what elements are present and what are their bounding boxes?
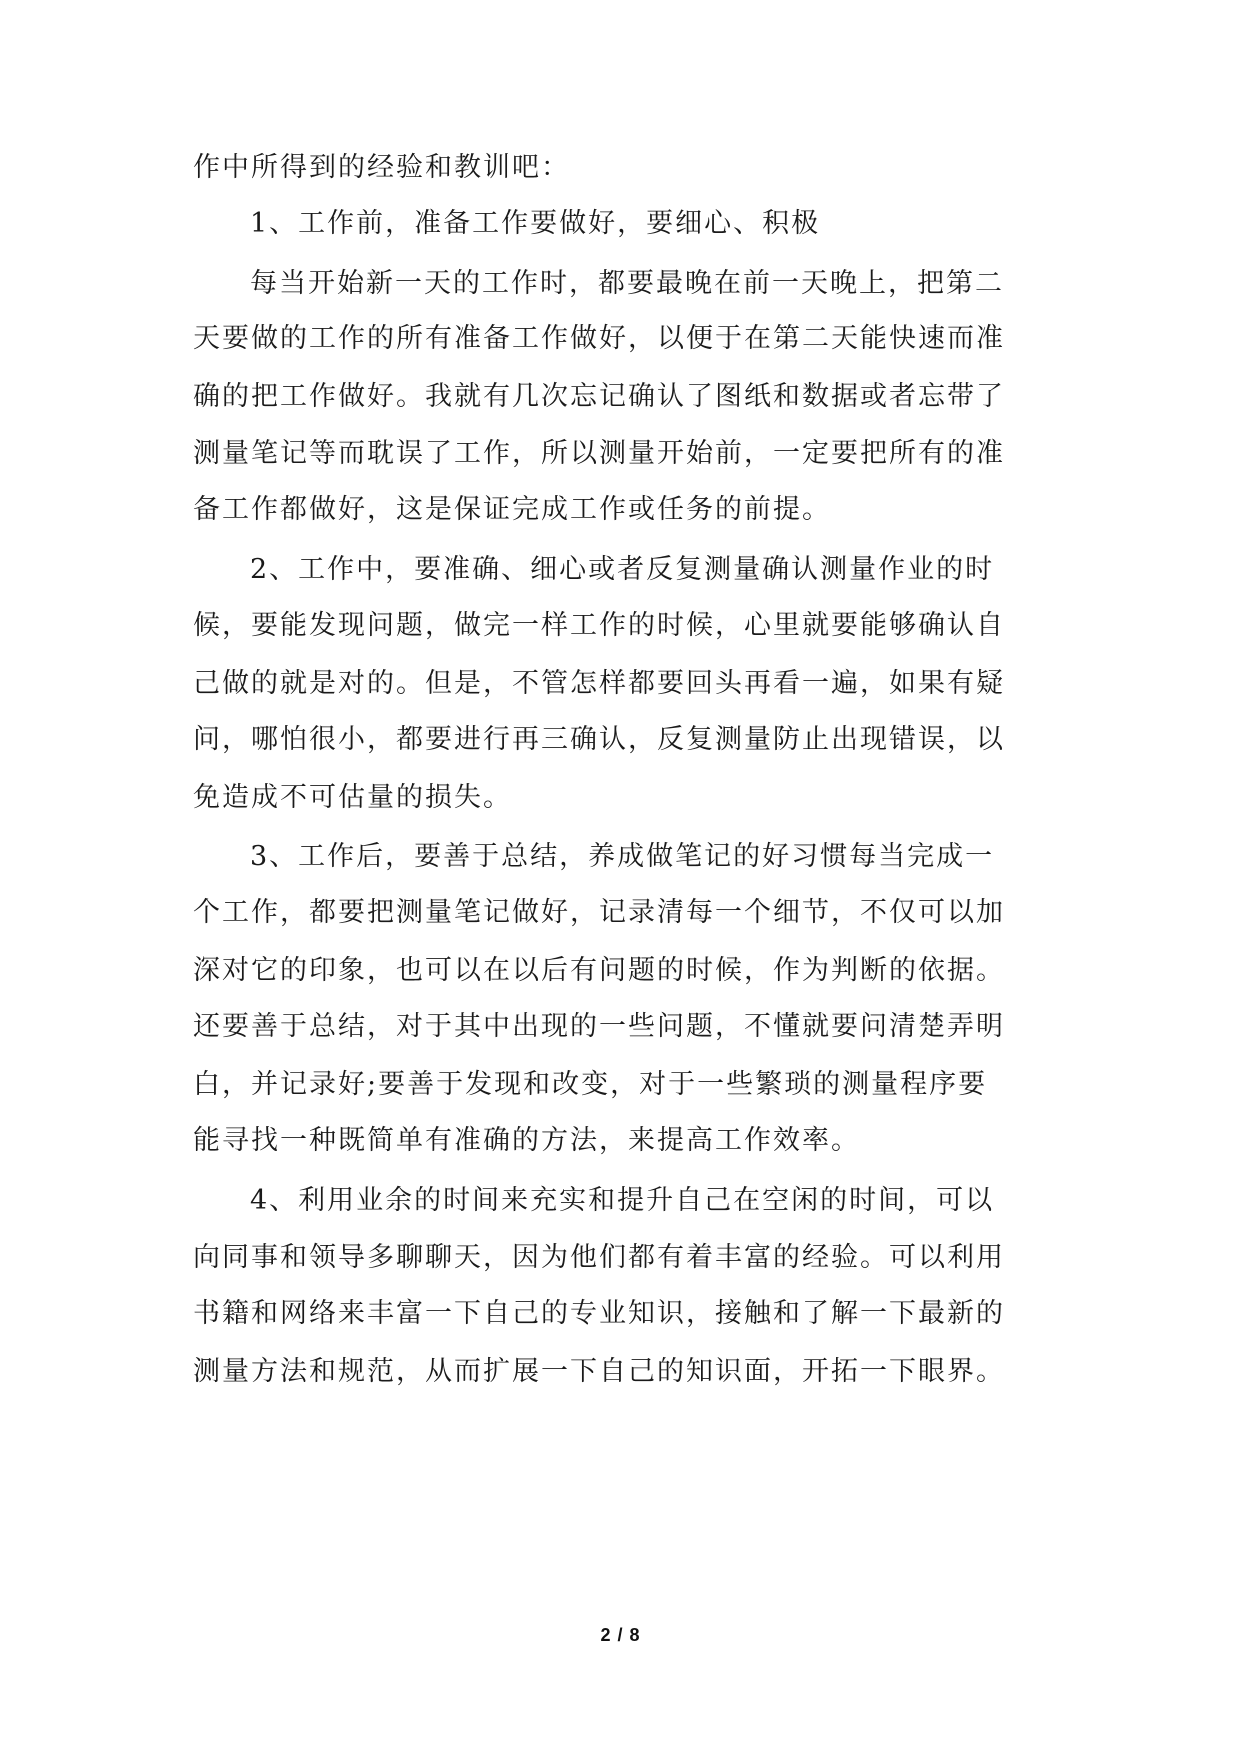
text-line: 个工作，都要把测量笔记做好，记录清每一个细节，不仅可以加 [193, 897, 1005, 928]
text-line: 能寻找一种既简单有准确的方法，来提高工作效率。 [193, 1125, 860, 1156]
paragraph-first-line: 3、工作后，要善于总结，养成做笔记的好习惯每当完成一 [250, 841, 995, 872]
text-line: 免造成不可估量的损失。 [193, 782, 512, 813]
paragraph-first-line: 4、利用业余的时间来充实和提升自己在空闲的时间，可以 [250, 1185, 995, 1216]
text-line: 问，哪怕很小，都要进行再三确认，反复测量防止出现错误，以 [193, 724, 1005, 755]
text-line: 候，要能发现问题，做完一样工作的时候，心里就要能够确认自 [193, 610, 1005, 641]
text-line: 确的把工作做好。我就有几次忘记确认了图纸和数据或者忘带了 [193, 381, 1005, 412]
paragraph-first-line: 2、工作中，要准确、细心或者反复测量确认测量作业的时 [250, 554, 995, 585]
text-line: 作中所得到的经验和教训吧： [193, 152, 570, 183]
text-line: 己做的就是对的。但是，不管怎样都要回头再看一遍，如果有疑 [193, 668, 1005, 699]
text-line: 天要做的工作的所有准备工作做好，以便于在第二天能快速而准 [193, 323, 1005, 354]
page-number: 2 / 8 [600, 1625, 641, 1645]
text-line: 测量笔记等而耽误了工作，所以测量开始前，一定要把所有的准 [193, 438, 1005, 469]
text-line: 书籍和网络来丰富一下自己的专业知识，接触和了解一下最新的 [193, 1298, 1005, 1329]
text-line: 向同事和领导多聊聊天，因为他们都有着丰富的经验。可以利用 [193, 1242, 1005, 1273]
text-line: 测量方法和规范，从而扩展一下自己的知识面，开拓一下眼界。 [193, 1356, 1005, 1387]
text-line: 深对它的印象，也可以在以后有问题的时候，作为判断的依据。 [193, 955, 1005, 986]
text-line: 备工作都做好，这是保证完成工作或任务的前提。 [193, 494, 831, 525]
paragraph-first-line: 每当开始新一天的工作时，都要最晚在前一天晚上，把第二 [250, 268, 1004, 299]
text-line: 白，并记录好;要善于发现和改变，对于一些繁琐的测量程序要 [193, 1069, 988, 1100]
text-line: 还要善于总结，对于其中出现的一些问题，不懂就要问清楚弄明 [193, 1011, 1005, 1042]
section-heading: 1、工作前，准备工作要做好，要细心、积极 [250, 208, 821, 239]
